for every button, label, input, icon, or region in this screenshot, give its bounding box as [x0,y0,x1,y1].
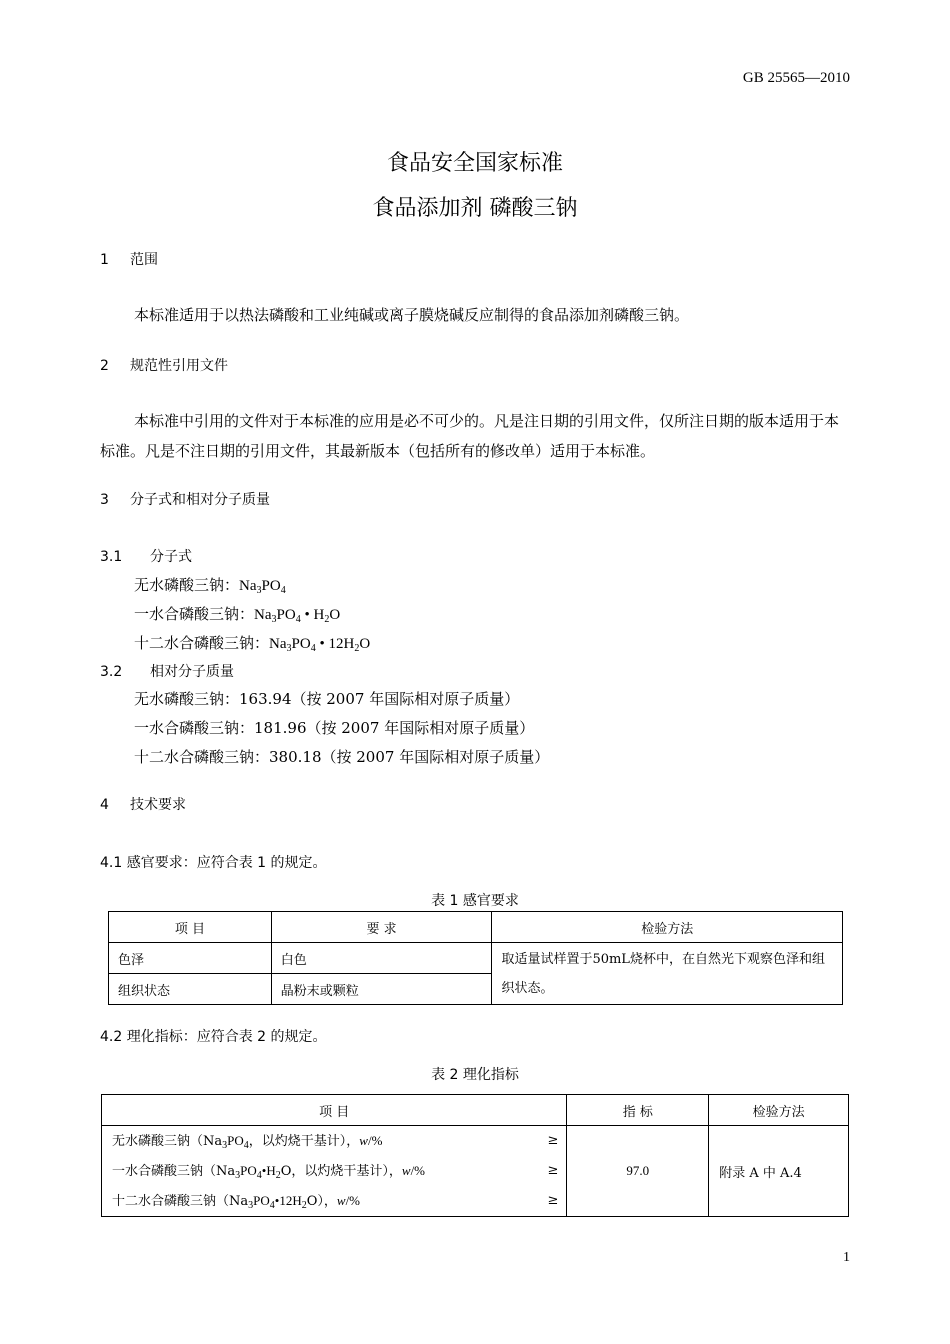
mass-monohydrate: 一水合磷酸三钠：181.96（按 2007 年国际相对原子质量） [134,719,535,737]
section-3-heading: 3 分子式和相对分子质量 [100,492,270,508]
table-cell: 色泽 [109,943,272,974]
page-number: 1 [843,1250,850,1265]
section-2-heading: 2 规范性引用文件 [100,358,228,374]
table-2-header-method: 检验方法 [709,1095,849,1126]
table-2-caption: 表 2 理化指标 [431,1067,519,1083]
table-2-item-cell [102,1126,567,1217]
table-cell: 晶粉末或颗粒 [271,974,492,1005]
section-1-heading: 1 范围 [100,252,158,268]
section-4-1-heading: 4.1 感官要求：应符合表 1 的规定。 [100,855,327,871]
table-cell: 组织状态 [109,974,272,1005]
section-1-text: 本标准适用于以热法磷酸和工业纯碱或离子膜烧碱反应制得的食品添加剂磷酸三钠。 [134,306,690,324]
table-1-header-method: 检验方法 [492,912,843,943]
document-title: 食品安全国家标准 [386,151,563,176]
table-1-header-item: 项 目 [109,912,272,943]
table-2-header-index: 指 标 [567,1095,709,1126]
mass-anhydrous: 无水磷酸三钠：163.94（按 2007 年国际相对原子质量） [134,690,520,708]
section-3-2-heading: 3.2 相对分子质量 [100,664,234,680]
section-2-text: 本标准中引用的文件对于本标准的应用是必不可少的。凡是注日期的引用文件，仅所注日期的版本适用于本标准。凡是不注日期的引用文件，其最新版本（包括所有的修改单）适用于本标准。 [100,412,840,460]
table-1-sensory [108,911,843,1005]
document-subtitle: 食品添加剂 磷酸三钠 [372,196,578,221]
list-item: 十二水合磷酸三钠$(Na_3PO_4•12H_2O)$，w/% ≥ [112,1193,559,1211]
table-row [102,1126,849,1217]
table-1-caption: 表 1 感官要求 [431,893,519,909]
section-4-2-heading: 4.2 理化指标：应符合表 2 的规定。 [100,1029,327,1045]
formula-anhydrous: 无水磷酸三钠：$Na_3PO_4$ [134,576,286,596]
section-3-1-heading: 3.1 分子式 [100,549,192,565]
formula-monohydrate: 一水合磷酸三钠：$Na_3PO_4$ • $H_2O$ [134,605,341,625]
section-4-heading: 4 技术要求 [100,797,186,813]
table-2-header-item: 项 目 [102,1095,567,1126]
list-item: 无水磷酸三钠（$Na_3PO_4$，以灼烧干基计），w/% ≥ [112,1133,559,1151]
table-2-physicochemical [101,1094,849,1217]
formula-dodecahydrate: 十二水合磷酸三钠：$Na_3PO_4$ • $12H_2O$ [134,634,371,654]
table-row [109,943,843,974]
table-2-value-cell: 97.0 [567,1126,709,1217]
table-1-header-requirement: 要 求 [271,912,492,943]
list-item: 一水合磷酸三钠（$Na_3PO_4•H_2O$，以灼烧干基计），w/% ≥ [112,1163,559,1181]
table-2-method-cell: 附录 A 中 A.4 [709,1126,849,1217]
mass-dodecahydrate: 十二水合磷酸三钠：380.18（按 2007 年国际相对原子质量） [134,748,550,766]
table-cell: 白色 [271,943,492,974]
standard-code: GB 25565—2010 [742,70,850,86]
table-1-method-cell: 取适量试样置于50mL烧杯中，在自然光下观察色泽和组织状态。 [492,943,843,1005]
